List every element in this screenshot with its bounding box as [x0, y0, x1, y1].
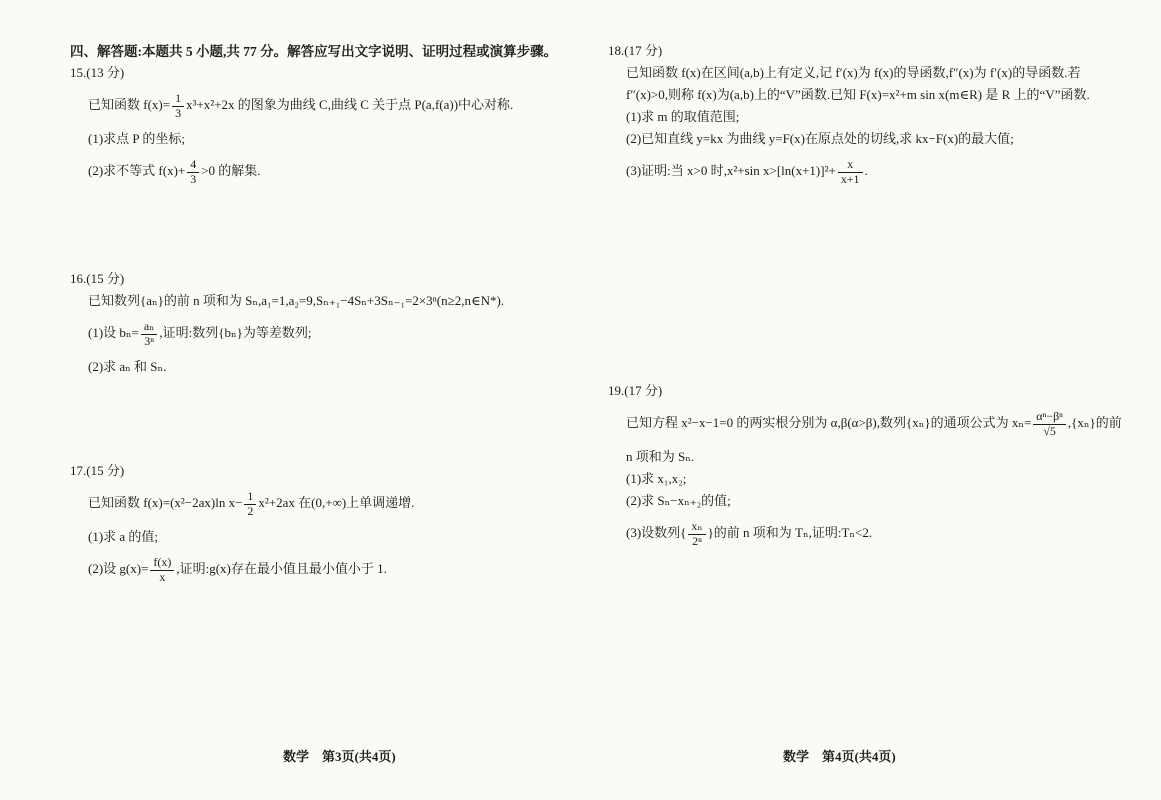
problem-18-part-3: (3)证明:当 x>0 时,x²+sin x>[ln(x+1)]²+ $\frac{x}{x+1}$ .	[626, 157, 868, 186]
problem-18-part-1: (1)求 m 的取值范围;	[626, 109, 740, 124]
problem-17-number: 17.(15 分)	[70, 463, 125, 478]
problem-15	[70, 62, 575, 195]
problem-19-statement-line-1: 已知方程 x²−x−1=0 的两实根分别为 α,β(α>β),数列{xₙ}的通项公式为 xₙ= $\frac{\text{αⁿ−βⁿ}}{√5}$ ,{xₙ}的前	[626, 409, 1122, 438]
problem-19-part-2: (2)求 Sₙ−xₙ₊₂的值;	[626, 493, 731, 509]
problem-19-statement-line-2: n 项和为 Sₙ.	[626, 449, 695, 465]
problem-18	[608, 40, 1133, 194]
problem-19	[608, 380, 1133, 557]
problem-16-part-2: (2)求 aₙ 和 Sₙ.	[88, 359, 167, 375]
problem-16-part-1: (1)设 bₙ= $\frac{\text{aₙ}}{\text{3ⁿ}}$ ,证明:数列{bₙ}为等差数列;	[88, 319, 312, 348]
problem-18-number: 18.(17 分)	[608, 43, 663, 58]
problem-15-statement: 已知函数 f(x)= $\frac{1}{3}$ x³+x²+2x 的图象为曲线 C,曲线 C 关于点 P(a,f(a))中心对称.	[88, 91, 514, 120]
problem-19-part-3: (3)设数列{ $\frac{\text{xₙ}}{\text{2ⁿ}}$ }的前 n 项和为 Tₙ,证明:Tₙ<2.	[626, 519, 873, 549]
problem-19-number: 19.(17 分)	[608, 383, 663, 398]
problem-18-part-2: (2)已知直线 y=kx 为曲线 y=F(x)在原点处的切线,求 kx−F(x)的最大值;	[626, 131, 1014, 146]
section-four-header: 四、解答题:本题共 5 小题,共 77 分。解答应写出文字说明、证明过程或演算步骤。	[70, 44, 558, 59]
problem-17	[70, 460, 575, 593]
problem-16	[70, 268, 575, 378]
problem-17-statement: 已知函数 f(x)=(x²−2ax)ln x− $\frac{1}{2}$ x²+2ax 在(0,+∞)上单调递增.	[88, 489, 415, 518]
problem-19-part-1: (1)求 x₁,x₂;	[626, 471, 687, 487]
page-3-footer: 数学 第3页(共4页)	[283, 749, 396, 764]
page-4-footer: 数学 第4页(共4页)	[783, 749, 896, 764]
problem-18-statement-line-2: f″(x)>0,则称 f(x)为(a,b)上的“V”函数.已知 F(x)=x²+m sin x(m∈R) 是 R 上的“V”函数.	[626, 87, 1090, 102]
problem-15-part-2: (2)求不等式 f(x)+ $\frac{4}{3}$ >0 的解集.	[88, 157, 261, 187]
problem-15-part-1: (1)求点 P 的坐标;	[88, 131, 186, 147]
problem-16-statement: 已知数列{aₙ}的前 n 项和为 Sₙ,a₁=1,a₂=9,Sₙ₊₁−4Sₙ+3Sₙ₋₁=2×3ⁿ(n≥2,n∈N*).	[88, 293, 505, 308]
problem-17-part-2: (2)设 g(x)= $\frac{f(x)}{x}$ ,证明:g(x)存在最小值且最小值小于 1.	[88, 555, 387, 585]
problem-17-part-1: (1)求 a 的值;	[88, 529, 159, 545]
problem-15-number: 15.(13 分)	[70, 65, 125, 80]
problem-16-number: 16.(15 分)	[70, 271, 125, 286]
problem-18-statement-line-1: 已知函数 f(x)在区间(a,b)上有定义,记 f′(x)为 f(x)的导函数,f″(x)为 f′(x)的导函数.若	[626, 65, 1081, 80]
